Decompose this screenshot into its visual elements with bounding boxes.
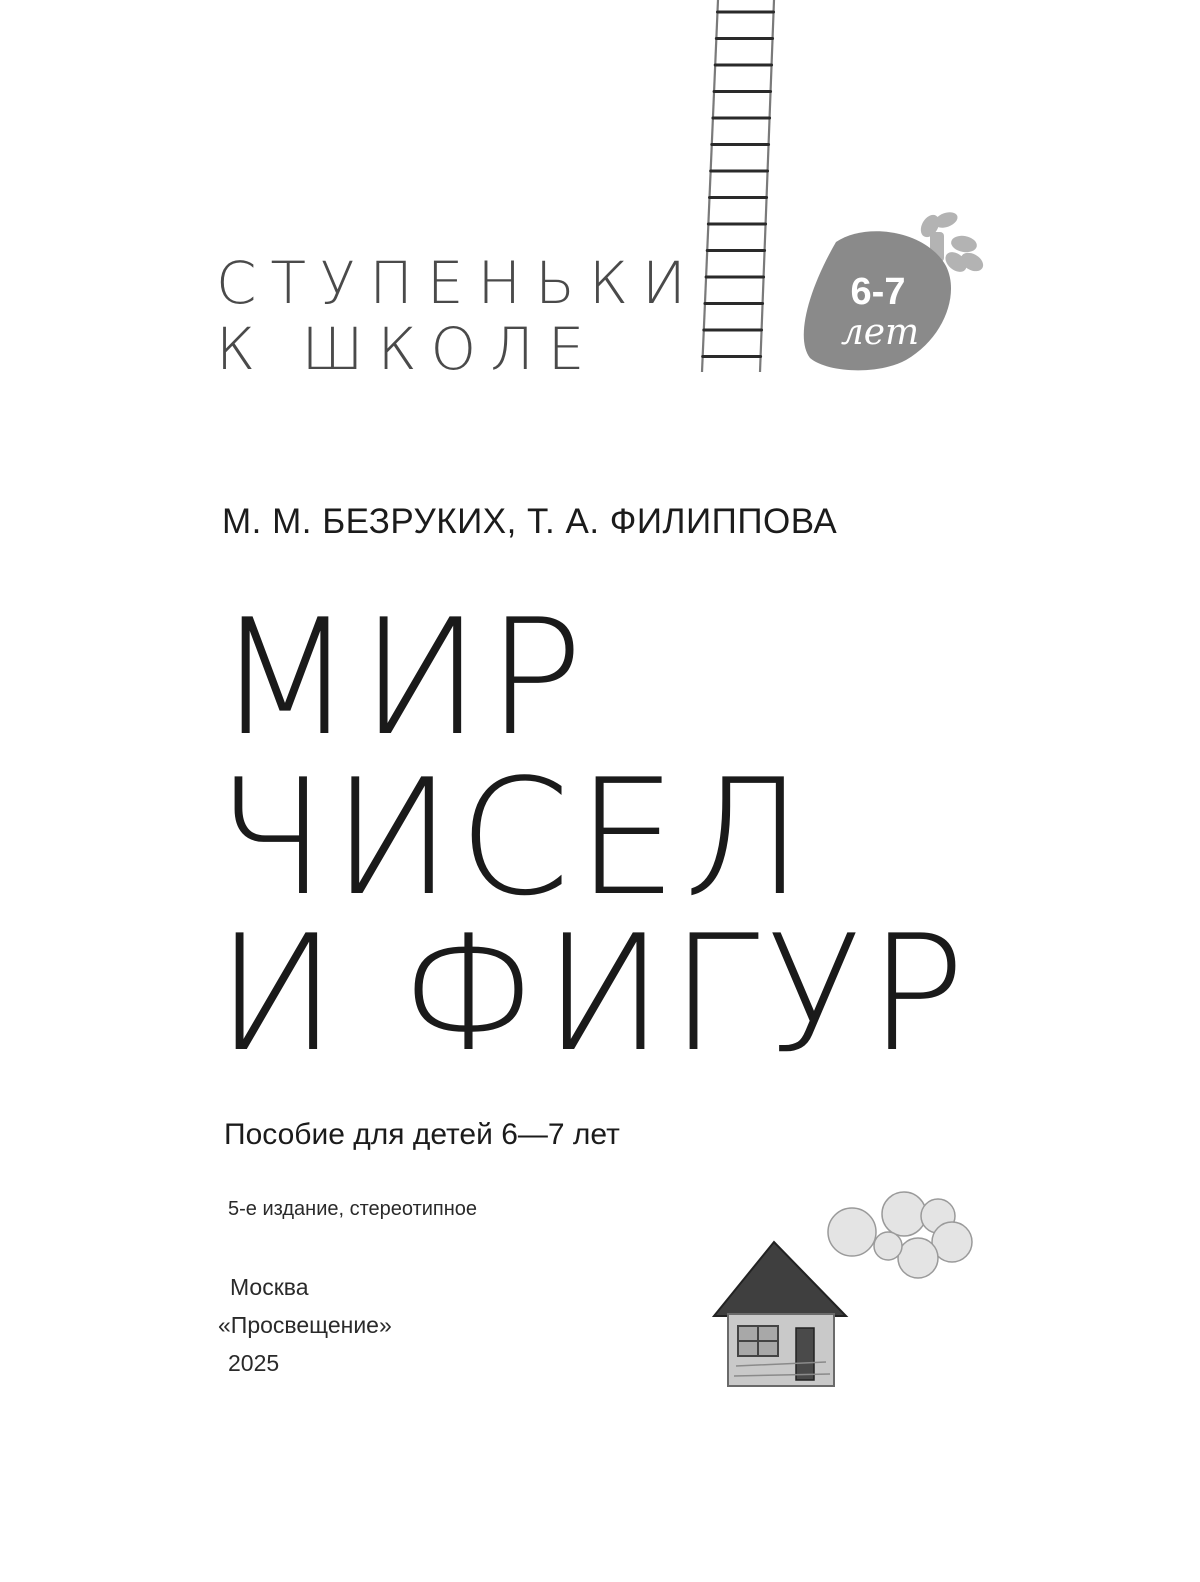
series-title-line-2: К ШКОЛЕ xyxy=(216,315,599,383)
carrot-badge-icon xyxy=(796,208,988,376)
authors: М. М. БЕЗРУКИХ, Т. А. ФИЛИППОВА xyxy=(222,502,838,541)
main-title-line-1: МИР xyxy=(216,584,590,771)
publisher-city: Москва xyxy=(230,1274,309,1300)
badge-age: 6-7 xyxy=(850,271,906,313)
main-title xyxy=(216,584,972,1087)
badge-unit: лет xyxy=(840,312,920,353)
ladder-illustration xyxy=(698,0,778,372)
cloud-icon xyxy=(828,1192,972,1278)
main-title-line-3: И ФИГУР xyxy=(216,900,972,1087)
house-drawing xyxy=(700,1186,1000,1396)
series-title xyxy=(216,249,700,383)
main-title-line-2: ЧИСЕЛ xyxy=(216,744,810,931)
publisher-year: 2025 xyxy=(228,1350,280,1376)
series-title-line-1: СТУПЕНЬКИ xyxy=(216,249,700,317)
publisher-name: «Просвещение» xyxy=(218,1312,392,1338)
publisher-block xyxy=(218,1268,392,1382)
subtitle: Пособие для детей 6—7 лет xyxy=(224,1118,620,1151)
edition-note: 5-е издание, стереотипное xyxy=(228,1198,478,1220)
